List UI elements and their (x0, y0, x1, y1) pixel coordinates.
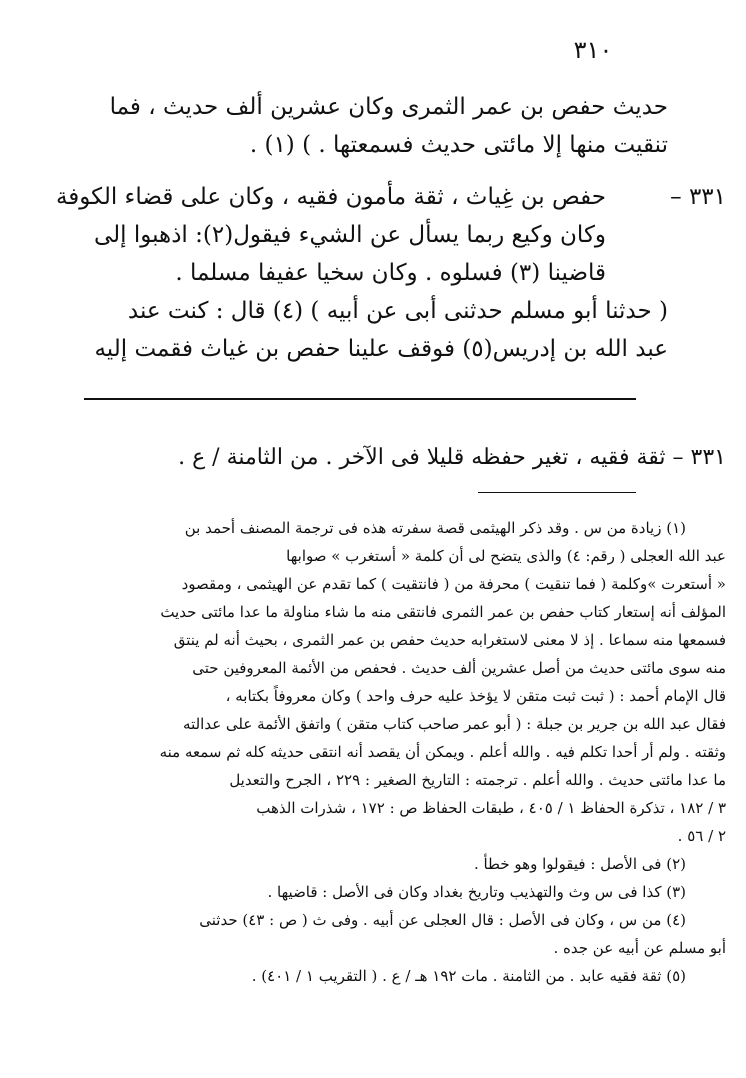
footnote-line: قال الإمام أحمد : ( ثبت ثبت متقن لا يؤخذ عليه حرف واحد ) وكان معروفاً بكتابه ، (225, 687, 726, 705)
footnote-line: فسمعها منه سماعا . إذ لا معنى لاستغرابه حديث حفص بن عمر الثمرى ، بحيث أنه لم ينتق (173, 631, 726, 649)
footnote-line: عبد الله العجلى ( رقم: ٤) والذى يتضح لى أن كلمة « أستغرب » صوابها (286, 547, 726, 565)
footnote-line: وثقته . ولم أر أحدا تكلم فيه . والله أعلم . ويمكن أن يقصد أنه انتقى حديثه كله ثم سمعه منه (159, 743, 726, 761)
footnote-3: (٣) كذا فى س وث والتهذيب وتاريخ بغداد وكان فى الأصل : قاضيها . (267, 883, 686, 901)
footnote-5: (٥) ثقة فقيه عابد . من الثامنة . مات ١٩٢ هـ / ع . ( التقريب ١ / ٤٠١) . (251, 967, 686, 985)
footnote-line: ٢ / ٥٦ . (677, 827, 726, 845)
main-text (64, 292, 668, 368)
text-line: تنقيت منها إلا مائتى حديث فسمعتها . ) (١) . (249, 132, 668, 158)
footnotes (80, 514, 726, 990)
text-line: حديث حفص بن عمر الثمرى وكان عشرين ألف حديث ، فما (109, 94, 668, 120)
footnote-line: المؤلف أنه إستعار كتاب حفص بن عمر الثمرى فانتقى منه ما شاء مناولة ما عدا مائتى حديث (160, 603, 726, 621)
text-line: وكان وكيع ربما يسأل عن الشيء فيقول(٢): اذهبوا إلى (93, 222, 606, 248)
footnote-4: (٤) من س ، وكان فى الأصل : قال العجلى عن أبيه . وفى ث ( ص : ٤٣) حدثنى (199, 911, 686, 929)
main-text (64, 88, 668, 164)
text-line: قاضينا (٣) فسلوه . وكان سخيا عفيفا مسلما . (175, 260, 606, 286)
footnote-1: (١) زيادة من س . وقد ذكر الهيثمى قصة سفرته هذه فى ترجمة المصنف أحمد بن (184, 519, 686, 537)
footnote-line: ٣ / ١٨٢ ، تذكرة الحفاظ ١ / ٤٠٥ ، طبقات الحفاظ ص : ١٧٢ ، شذرات الذهب (256, 799, 726, 817)
footnote-line: « أستعرت »وكلمة ( فما تنقيت ) محرفة من ( فانتقيت ) كما تقدم عن الهيثمى ، ومقصود (181, 575, 726, 593)
footnote-divider (478, 492, 636, 493)
footnote-line: فقال عبد الله بن جرير بن جبلة : ( أبو عمر صاحب كتاب متقن ) واتفق الأئمة على عدالته (183, 715, 726, 733)
text-line: حفص بن غِياث ، ثقة مأمون فقيه ، وكان على قضاء الكوفة (55, 184, 606, 210)
footnote-2: (٢) فى الأصل : فيقولوا وهو خطأ . (473, 855, 686, 873)
editor-note: ٣٣١ – ثقة فقيه ، تغير حفظه قليلا فى الآخر . من الثامنة / ع . (178, 445, 726, 470)
footnote-line: ما عدا مائتى حديث . والله أعلم . ترجمته : التاريخ الصغير : ٢٢٩ ، الجرح والتعديل (229, 771, 726, 789)
text-line: عبد الله بن إدريس(٥) فوقف علينا حفص بن غياث فقمت إليه (94, 336, 668, 362)
entry-number: ٣٣١ – (670, 184, 726, 210)
page-number: ٣١٠ (573, 36, 613, 64)
text-line: ( حدثنا أبو مسلم حدثنى أبى عن أبيه ) (٤) قال : كنت عند (127, 298, 668, 324)
footnote-line: منه سوى مائتى حديث من أصل عشرين ألف حديث . فحفص من الأئمة المعروفين حتى (192, 659, 726, 677)
entry-331 (55, 178, 606, 292)
main-divider (84, 398, 636, 400)
footnote-line: أبو مسلم عن أبيه عن جده . (553, 939, 726, 957)
